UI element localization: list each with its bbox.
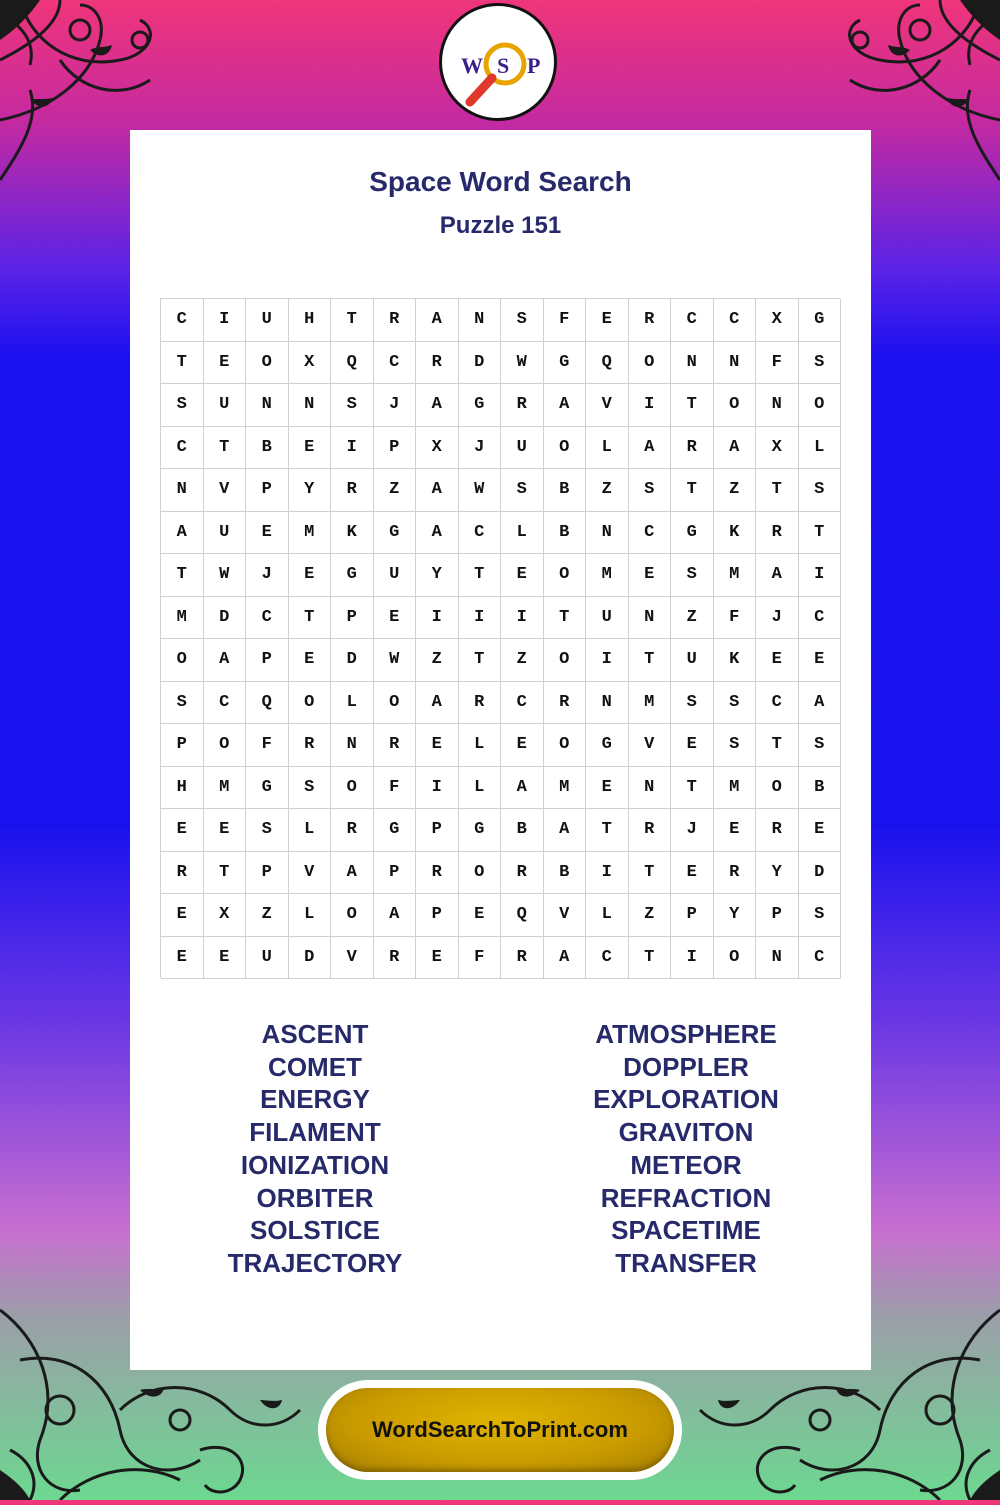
grid-cell[interactable]: S	[714, 724, 757, 767]
grid-cell[interactable]: G	[374, 512, 417, 555]
grid-cell[interactable]: E	[289, 554, 332, 597]
grid-cell[interactable]: S	[629, 469, 672, 512]
grid-cell[interactable]: S	[671, 682, 714, 725]
grid-cell[interactable]: X	[416, 427, 459, 470]
grid-cell[interactable]: R	[374, 937, 417, 980]
grid-cell[interactable]: C	[799, 597, 842, 640]
grid-cell[interactable]: M	[714, 554, 757, 597]
grid-cell[interactable]: O	[374, 682, 417, 725]
grid-cell[interactable]: T	[799, 512, 842, 555]
grid-cell[interactable]: O	[714, 384, 757, 427]
logo-letter-p: P	[527, 53, 541, 78]
grid-cell[interactable]: T	[671, 384, 714, 427]
grid-cell[interactable]: C	[799, 937, 842, 980]
grid-cell[interactable]: R	[331, 809, 374, 852]
grid-cell[interactable]: G	[374, 809, 417, 852]
grid-cell[interactable]: I	[629, 384, 672, 427]
grid-cell[interactable]: T	[161, 554, 204, 597]
word-item: SPACETIME	[611, 1215, 761, 1246]
grid-cell[interactable]: E	[501, 554, 544, 597]
grid-cell[interactable]: S	[501, 469, 544, 512]
grid-cell[interactable]: I	[586, 852, 629, 895]
grid-cell[interactable]: R	[756, 809, 799, 852]
grid-cell[interactable]: M	[714, 767, 757, 810]
grid-cell[interactable]: T	[756, 724, 799, 767]
grid-cell[interactable]: O	[459, 852, 502, 895]
puzzle-number: Puzzle 151	[439, 212, 562, 239]
grid-cell[interactable]: H	[289, 299, 332, 342]
grid-cell[interactable]: P	[374, 427, 417, 470]
site-logo[interactable]	[439, 3, 557, 121]
grid-cell[interactable]: N	[331, 724, 374, 767]
grid-cell[interactable]: A	[756, 554, 799, 597]
grid-cell[interactable]: V	[586, 384, 629, 427]
grid-cell[interactable]: Q	[501, 894, 544, 937]
grid-cell[interactable]: I	[501, 597, 544, 640]
grid-cell[interactable]: V	[289, 852, 332, 895]
grid-cell[interactable]: G	[544, 342, 587, 385]
grid-cell[interactable]: G	[459, 809, 502, 852]
grid-cell[interactable]: S	[246, 809, 289, 852]
word-item: SOLSTICE	[249, 1215, 380, 1246]
grid-cell[interactable]: A	[416, 469, 459, 512]
grid-cell[interactable]: I	[331, 427, 374, 470]
grid-cell[interactable]: L	[586, 894, 629, 937]
grid-cell[interactable]: O	[714, 937, 757, 980]
grid-cell[interactable]: W	[501, 342, 544, 385]
grid-cell[interactable]: A	[714, 427, 757, 470]
grid-cell[interactable]: V	[204, 469, 247, 512]
grid-cell[interactable]: S	[799, 894, 842, 937]
grid-cell[interactable]: M	[586, 554, 629, 597]
grid-cell[interactable]: T	[671, 767, 714, 810]
grid-cell[interactable]: G	[459, 384, 502, 427]
grid-cell[interactable]: T	[671, 469, 714, 512]
grid-cell[interactable]: Z	[501, 639, 544, 682]
grid-cell[interactable]: S	[714, 682, 757, 725]
grid-cell[interactable]: G	[671, 512, 714, 555]
grid-cell[interactable]: P	[671, 894, 714, 937]
grid-cell[interactable]: P	[416, 894, 459, 937]
grid-cell[interactable]: E	[289, 427, 332, 470]
grid-cell[interactable]: C	[671, 299, 714, 342]
grid-cell[interactable]: O	[756, 767, 799, 810]
grid-cell[interactable]: L	[459, 724, 502, 767]
grid-cell[interactable]: E	[586, 299, 629, 342]
grid-cell[interactable]: W	[459, 469, 502, 512]
grid-cell[interactable]: E	[204, 809, 247, 852]
word-item: TRAJECTORY	[227, 1247, 403, 1278]
grid-cell[interactable]: G	[331, 554, 374, 597]
grid-cell[interactable]: V	[331, 937, 374, 980]
grid-cell[interactable]: N	[246, 384, 289, 427]
word-item: COMET	[268, 1051, 362, 1082]
grid-cell[interactable]: A	[416, 299, 459, 342]
grid-cell[interactable]: F	[246, 724, 289, 767]
grid-cell[interactable]: O	[331, 767, 374, 810]
grid-cell[interactable]: X	[756, 299, 799, 342]
grid-cell[interactable]: Z	[246, 894, 289, 937]
grid-cell[interactable]: C	[161, 299, 204, 342]
grid-cell[interactable]: Z	[629, 894, 672, 937]
grid-cell[interactable]: E	[799, 809, 842, 852]
word-item: ORBITER	[256, 1182, 374, 1213]
grid-cell[interactable]: M	[161, 597, 204, 640]
grid-cell[interactable]: F	[544, 299, 587, 342]
grid-cell[interactable]: U	[204, 384, 247, 427]
grid-cell[interactable]: N	[756, 384, 799, 427]
word-item: REFRACTION	[600, 1182, 772, 1213]
grid-cell[interactable]: T	[161, 342, 204, 385]
grid-cell[interactable]: U	[501, 427, 544, 470]
grid-cell[interactable]: E	[246, 512, 289, 555]
grid-cell[interactable]: A	[416, 682, 459, 725]
grid-cell[interactable]: R	[374, 299, 417, 342]
grid-cell[interactable]: E	[671, 724, 714, 767]
grid-cell[interactable]: O	[161, 639, 204, 682]
grid-cell[interactable]: R	[501, 852, 544, 895]
grid-cell[interactable]: A	[544, 384, 587, 427]
grid-cell[interactable]: A	[544, 809, 587, 852]
puzzle-sheet	[130, 130, 871, 1370]
grid-cell[interactable]: F	[714, 597, 757, 640]
grid-cell[interactable]: T	[459, 554, 502, 597]
grid-cell[interactable]: N	[289, 384, 332, 427]
grid-cell[interactable]: R	[289, 724, 332, 767]
grid-cell[interactable]: U	[374, 554, 417, 597]
grid-cell[interactable]: S	[331, 384, 374, 427]
grid-cell[interactable]: D	[459, 342, 502, 385]
grid-cell[interactable]: D	[799, 852, 842, 895]
grid-cell[interactable]: O	[246, 342, 289, 385]
grid-cell[interactable]: Y	[714, 894, 757, 937]
grid-cell[interactable]: O	[629, 342, 672, 385]
grid-cell[interactable]: E	[204, 342, 247, 385]
grid-cell[interactable]: K	[714, 512, 757, 555]
grid-cell[interactable]: P	[246, 639, 289, 682]
site-url[interactable]: WordSearchToPrint.com	[372, 1417, 628, 1442]
grid-cell[interactable]: Z	[586, 469, 629, 512]
grid-cell[interactable]: P	[246, 852, 289, 895]
grid-cell[interactable]: F	[459, 937, 502, 980]
grid-cell[interactable]: S	[161, 682, 204, 725]
grid-cell[interactable]: S	[799, 469, 842, 512]
grid-cell[interactable]: J	[374, 384, 417, 427]
grid-cell[interactable]: A	[204, 639, 247, 682]
grid-cell[interactable]: S	[671, 554, 714, 597]
grid-cell[interactable]: N	[161, 469, 204, 512]
grid-cell[interactable]: Z	[416, 639, 459, 682]
grid-cell[interactable]: E	[459, 894, 502, 937]
grid-cell[interactable]: T	[289, 597, 332, 640]
grid-cell[interactable]: B	[544, 852, 587, 895]
grid-cell[interactable]: P	[416, 809, 459, 852]
grid-cell[interactable]: E	[799, 639, 842, 682]
word-list-right	[501, 1018, 871, 1280]
grid-cell[interactable]: C	[374, 342, 417, 385]
grid-cell[interactable]: E	[756, 639, 799, 682]
grid-cell[interactable]: A	[331, 852, 374, 895]
grid-cell[interactable]: A	[161, 512, 204, 555]
grid-cell[interactable]: R	[459, 682, 502, 725]
word-item: DOPPLER	[623, 1051, 749, 1082]
grid-cell[interactable]: X	[289, 342, 332, 385]
grid-cell[interactable]: V	[544, 894, 587, 937]
grid-cell[interactable]: B	[501, 809, 544, 852]
grid-cell[interactable]: X	[204, 894, 247, 937]
grid-cell[interactable]: E	[204, 937, 247, 980]
grid-cell[interactable]: Q	[246, 682, 289, 725]
word-item: GRAVITON	[618, 1117, 754, 1148]
logo-letter-s: S	[497, 53, 510, 78]
grid-cell[interactable]: B	[544, 469, 587, 512]
grid-cell[interactable]: I	[586, 639, 629, 682]
word-item: EXPLORATION	[593, 1084, 779, 1115]
grid-cell[interactable]: E	[161, 894, 204, 937]
grid-cell[interactable]: O	[331, 894, 374, 937]
site-badge-inner	[326, 1388, 674, 1472]
grid-cell[interactable]: I	[671, 937, 714, 980]
grid-cell[interactable]: U	[246, 299, 289, 342]
grid-cell[interactable]: T	[204, 852, 247, 895]
grid-cell[interactable]: B	[799, 767, 842, 810]
grid-cell[interactable]: V	[629, 724, 672, 767]
grid-cell[interactable]: C	[714, 299, 757, 342]
grid-cell[interactable]: M	[629, 682, 672, 725]
grid-cell[interactable]: L	[586, 427, 629, 470]
grid-cell[interactable]: R	[544, 682, 587, 725]
site-badge[interactable]	[318, 1380, 682, 1480]
grid-cell[interactable]: P	[246, 469, 289, 512]
grid-cell[interactable]: L	[501, 512, 544, 555]
grid-cell[interactable]: L	[331, 682, 374, 725]
grid-cell[interactable]: U	[204, 512, 247, 555]
grid-cell[interactable]: W	[374, 639, 417, 682]
grid-cell[interactable]: P	[331, 597, 374, 640]
word-item: IONIZATION	[240, 1149, 390, 1180]
grid-cell[interactable]: R	[331, 469, 374, 512]
grid-cell[interactable]: A	[416, 384, 459, 427]
grid-cell[interactable]: Y	[289, 469, 332, 512]
grid-cell[interactable]: B	[246, 427, 289, 470]
grid-cell[interactable]: O	[544, 427, 587, 470]
grid-cell[interactable]: C	[161, 427, 204, 470]
grid-cell[interactable]: M	[289, 512, 332, 555]
grid-cell[interactable]: T	[459, 639, 502, 682]
grid-cell[interactable]: K	[331, 512, 374, 555]
magnifier-logo-icon	[442, 6, 554, 118]
grid-cell[interactable]: C	[756, 682, 799, 725]
grid-cell[interactable]: R	[671, 427, 714, 470]
grid-cell[interactable]: F	[374, 767, 417, 810]
word-item: TRANSFER	[615, 1247, 757, 1278]
grid-cell[interactable]: A	[799, 682, 842, 725]
grid-cell[interactable]: O	[204, 724, 247, 767]
word-item: FILAMENT	[249, 1117, 381, 1148]
word-list-left	[130, 1018, 500, 1280]
grid-cell[interactable]: N	[586, 512, 629, 555]
grid-cell[interactable]: A	[629, 427, 672, 470]
grid-cell[interactable]: L	[799, 427, 842, 470]
grid-cell[interactable]: R	[501, 937, 544, 980]
grid-cell[interactable]: E	[671, 852, 714, 895]
grid-cell[interactable]: Z	[671, 597, 714, 640]
grid-cell[interactable]: D	[204, 597, 247, 640]
grid-cell[interactable]: Q	[331, 342, 374, 385]
grid-cell[interactable]: I	[416, 767, 459, 810]
grid-cell[interactable]: S	[161, 384, 204, 427]
grid-cell[interactable]: J	[756, 597, 799, 640]
grid-cell[interactable]: R	[629, 299, 672, 342]
grid-cell[interactable]: O	[799, 384, 842, 427]
grid-cell[interactable]: I	[416, 597, 459, 640]
grid-cell[interactable]: E	[714, 809, 757, 852]
grid-cell[interactable]: T	[586, 809, 629, 852]
grid-cell[interactable]: S	[501, 299, 544, 342]
grid-cell[interactable]: R	[629, 809, 672, 852]
grid-cell[interactable]: O	[289, 682, 332, 725]
grid-cell[interactable]: O	[544, 554, 587, 597]
grid-cell[interactable]: N	[586, 682, 629, 725]
grid-cell[interactable]: F	[756, 342, 799, 385]
grid-cell[interactable]: P	[374, 852, 417, 895]
grid-cell[interactable]: R	[501, 384, 544, 427]
word-item: ASCENT	[261, 1019, 369, 1049]
grid-cell[interactable]: R	[416, 342, 459, 385]
grid-cell[interactable]: M	[204, 767, 247, 810]
grid-cell[interactable]: R	[374, 724, 417, 767]
grid-cell[interactable]: G	[799, 299, 842, 342]
grid-cell[interactable]: X	[756, 427, 799, 470]
grid-cell[interactable]: J	[671, 809, 714, 852]
grid-cell[interactable]: I	[204, 299, 247, 342]
grid-cell[interactable]: W	[204, 554, 247, 597]
grid-cell[interactable]: T	[544, 597, 587, 640]
grid-cell[interactable]: N	[629, 597, 672, 640]
grid-cell[interactable]: N	[756, 937, 799, 980]
grid-cell[interactable]: C	[501, 682, 544, 725]
grid-cell[interactable]: L	[289, 894, 332, 937]
word-item: ENERGY	[260, 1084, 370, 1115]
grid-cell[interactable]: T	[756, 469, 799, 512]
grid-cell[interactable]: G	[586, 724, 629, 767]
grid-cell[interactable]: B	[544, 512, 587, 555]
grid-cell[interactable]: C	[586, 937, 629, 980]
grid-cell[interactable]: N	[629, 767, 672, 810]
grid-cell[interactable]: Y	[756, 852, 799, 895]
grid-cell[interactable]: T	[629, 937, 672, 980]
grid-cell[interactable]: G	[246, 767, 289, 810]
grid-cell[interactable]: M	[544, 767, 587, 810]
grid-cell[interactable]: Y	[416, 554, 459, 597]
grid-cell[interactable]: N	[671, 342, 714, 385]
grid-cell[interactable]: C	[204, 682, 247, 725]
grid-cell[interactable]: J	[246, 554, 289, 597]
grid-cell[interactable]: O	[544, 724, 587, 767]
word-item: ATMOSPHERE	[595, 1019, 777, 1049]
grid-cell[interactable]: R	[161, 852, 204, 895]
grid-cell[interactable]: L	[289, 809, 332, 852]
grid-cell[interactable]: C	[629, 512, 672, 555]
grid-cell[interactable]: U	[586, 597, 629, 640]
grid-cell[interactable]: A	[416, 512, 459, 555]
grid-cell[interactable]: H	[161, 767, 204, 810]
grid-cell[interactable]: E	[629, 554, 672, 597]
grid-cell[interactable]: J	[459, 427, 502, 470]
grid-cell[interactable]: T	[204, 427, 247, 470]
grid-cell[interactable]: I	[799, 554, 842, 597]
letter-grid[interactable]	[160, 298, 840, 978]
grid-cell[interactable]: S	[289, 767, 332, 810]
grid-cell[interactable]: Q	[586, 342, 629, 385]
grid-cell[interactable]: R	[714, 852, 757, 895]
grid-cell[interactable]: T	[629, 852, 672, 895]
grid-cell[interactable]: K	[714, 639, 757, 682]
word-item: METEOR	[630, 1149, 742, 1180]
grid-cell[interactable]: C	[246, 597, 289, 640]
grid-cell[interactable]: E	[586, 767, 629, 810]
grid-cell[interactable]: E	[501, 724, 544, 767]
grid-cell[interactable]: E	[416, 937, 459, 980]
grid-cell[interactable]: E	[161, 937, 204, 980]
grid-cell[interactable]: Z	[374, 469, 417, 512]
grid-cell[interactable]: R	[416, 852, 459, 895]
grid-cell[interactable]: I	[459, 597, 502, 640]
grid-cell[interactable]: O	[544, 639, 587, 682]
grid-cell[interactable]: R	[756, 512, 799, 555]
grid-cell[interactable]: E	[374, 597, 417, 640]
grid-cell[interactable]: S	[799, 724, 842, 767]
grid-cell[interactable]: A	[544, 937, 587, 980]
grid-cell[interactable]: T	[629, 639, 672, 682]
grid-cell[interactable]: P	[161, 724, 204, 767]
grid-cell[interactable]: N	[714, 342, 757, 385]
logo-letter-w: W	[461, 53, 483, 78]
grid-cell[interactable]: A	[374, 894, 417, 937]
grid-cell[interactable]: P	[756, 894, 799, 937]
grid-cell[interactable]: U	[671, 639, 714, 682]
page-title: Space Word Search	[369, 166, 632, 197]
grid-cell[interactable]: A	[501, 767, 544, 810]
grid-cell[interactable]: D	[331, 639, 374, 682]
grid-cell[interactable]: S	[799, 342, 842, 385]
grid-cell[interactable]: E	[416, 724, 459, 767]
grid-cell[interactable]: N	[459, 299, 502, 342]
grid-cell[interactable]: L	[459, 767, 502, 810]
grid-cell[interactable]: Z	[714, 469, 757, 512]
grid-cell[interactable]: D	[289, 937, 332, 980]
grid-cell[interactable]: E	[161, 809, 204, 852]
grid-cell[interactable]: E	[289, 639, 332, 682]
grid-cell[interactable]: C	[459, 512, 502, 555]
grid-cell[interactable]: U	[246, 937, 289, 980]
grid-cell[interactable]: T	[331, 299, 374, 342]
